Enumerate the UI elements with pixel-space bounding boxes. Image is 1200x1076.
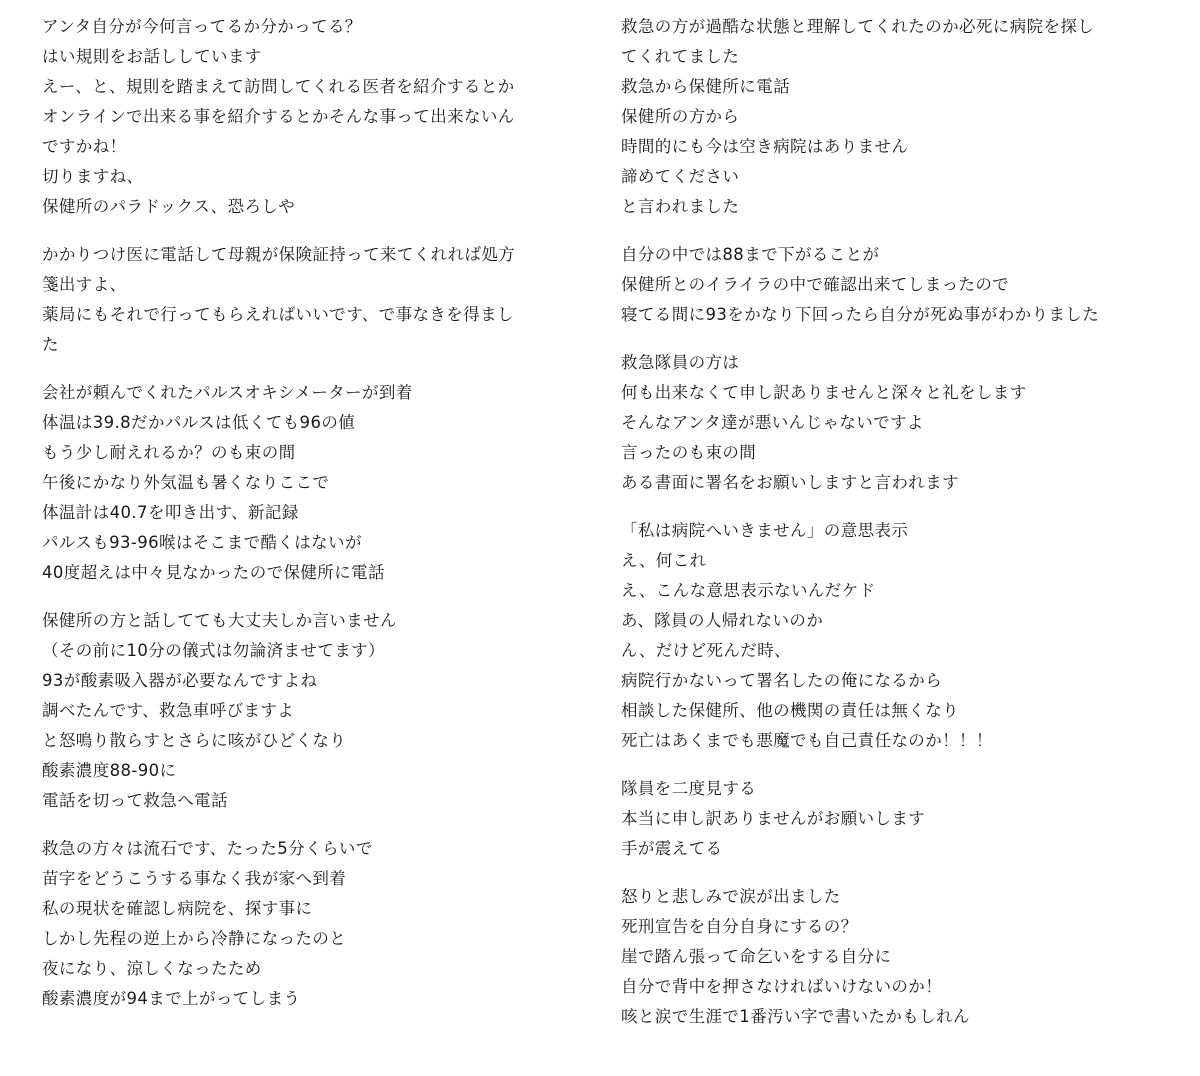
text-line: 何も出来なくて申し訳ありませんと深々と礼をします (621, 383, 1027, 402)
text-line: オンラインで出来る事を紹介するとかそんな事って出来ないん (42, 107, 515, 126)
text-line: 酸素濃度88-90に (42, 761, 177, 780)
text-line: あ、隊員の人帰れないのか (621, 611, 824, 630)
text-line: 体温計は40.7を叩き出す、新記録 (42, 503, 299, 522)
text-line: 薬局にもそれで行ってもらえればいいです、で事なきを得まし (42, 305, 514, 324)
text-line: 箋出すよ、 (42, 275, 127, 294)
paragraph (621, 516, 1181, 756)
text-line: 怒りと悲しみで涙が出ました (621, 887, 841, 906)
paragraph (42, 834, 590, 1014)
text-line: かかりつけ医に電話して母親が保険証持って来てくれれば処方 (42, 245, 516, 264)
paragraph (621, 774, 1181, 864)
text-line: 93が酸素吸入器が必要なんですよね (42, 671, 318, 690)
text-line: 調べたんです、救急車呼びますよ (42, 701, 295, 720)
paragraph (621, 882, 1181, 1032)
text-line: （その前に10分の儀式は勿論済ませてます） (42, 641, 385, 660)
right-text-column (621, 12, 1181, 1050)
text-line: 会社が頼んでくれたパルスオキシメーターが到着 (42, 383, 413, 402)
text-line: 保健所とのイライラの中で確認出来てしまったので (621, 275, 1010, 294)
text-line: 苗字をどうこうする事なく我が家へ到着 (42, 869, 347, 888)
text-line: 電話を切って救急へ電話 (42, 791, 228, 810)
text-line: 寝てる間に93をかなり下回ったら自分が死ぬ事がわかりました (621, 305, 1100, 324)
text-line: 隊員を二度見する (621, 779, 757, 798)
text-line: 自分の中では88まで下がることが (621, 245, 880, 264)
left-text-column (42, 12, 590, 1032)
text-line: 死亡はあくまでも悪魔でも自己責任なのか！！！ (621, 731, 993, 750)
text-line: 酸素濃度が94まで上がってしまう (42, 989, 301, 1008)
paragraph (42, 378, 590, 588)
text-line: 手が震えてる (621, 839, 723, 858)
paragraph (621, 348, 1181, 498)
text-line: もう少し耐えれるか？のも束の間 (42, 443, 296, 462)
paragraph (42, 12, 590, 222)
text-line: ある書面に署名をお願いしますと言われます (621, 473, 959, 492)
text-line: ですかね！ (42, 137, 127, 156)
text-line: 午後にかなり外気温も暑くなりここで (42, 473, 330, 492)
text-line: 病院行かないって署名したの俺になるから (621, 671, 943, 690)
text-line: 救急から保健所に電話 (621, 77, 790, 96)
paragraph (42, 240, 590, 360)
text-line: 体温は39.8だかパルスは低くても96の値 (42, 413, 356, 432)
text-line: 保健所のパラドックス、恐ろしや (42, 197, 296, 216)
text-line: と怒鳴り散らすとさらに咳がひどくなり (42, 731, 347, 750)
text-line: 私の現状を確認し病院を、探す事に (42, 899, 313, 918)
text-line: 死刑宣告を自分自身にするの？ (621, 917, 858, 936)
text-line: 自分で背中を押さなければいけないのか！ (621, 977, 943, 996)
text-line: え、何これ (621, 551, 707, 570)
text-line: はい規則をお話ししています (42, 47, 262, 66)
text-line: た (42, 335, 59, 354)
text-line: 相談した保健所、他の機関の責任は無くなり (621, 701, 959, 720)
text-line: 保健所の方と話してても大丈夫しか言いません (42, 611, 397, 630)
text-line: そんなアンタ達が悪いんじゃないですよ (621, 413, 924, 432)
text-line: えー、と、規則を踏まえて訪問してくれる医者を紹介するとか (42, 77, 515, 96)
paragraph (621, 12, 1181, 222)
text-line: ん、だけど死んだ時、 (621, 641, 791, 660)
paragraph (621, 240, 1181, 330)
text-line: 咳と涙で生涯で1番汚い字で書いたかもしれん (621, 1007, 970, 1026)
text-line: 切りますね、 (42, 167, 144, 186)
text-line: 40度超えは中々見なかったので保健所に電話 (42, 563, 385, 582)
text-line: 「私は病院へいきません」の意思表示 (621, 521, 909, 540)
text-line: 夜になり、涼しくなったため (42, 959, 262, 978)
text-line: アンタ自分が今何言ってるか分かってる？ (42, 17, 362, 36)
text-line: 諦めてください (621, 167, 740, 186)
text-line: 救急の方が過酷な状態と理解してくれたのか必死に病院を探し (621, 17, 1095, 36)
text-line: と言われました (621, 197, 740, 216)
text-line: 時間的にも今は空き病院はありません (621, 137, 909, 156)
text-line: 言ったのも束の間 (621, 443, 757, 462)
text-line: 崖で踏ん張って命乞いをする自分に (621, 947, 892, 966)
text-line: 救急隊員の方は (621, 353, 740, 372)
text-line: 本当に申し訳ありませんがお願いします (621, 809, 926, 828)
text-line: てくれてました (621, 47, 740, 66)
paragraph (42, 606, 590, 816)
text-line: パルスも93-96喉はそこまで酷くはないが (42, 533, 362, 552)
text-line: え、こんな意思表示ないんだケド (621, 581, 876, 600)
text-line: 救急の方々は流石です、たった5分くらいで (42, 839, 373, 858)
text-line: しかし先程の逆上から冷静になったのと (42, 929, 347, 948)
text-line: 保健所の方から (621, 107, 740, 126)
